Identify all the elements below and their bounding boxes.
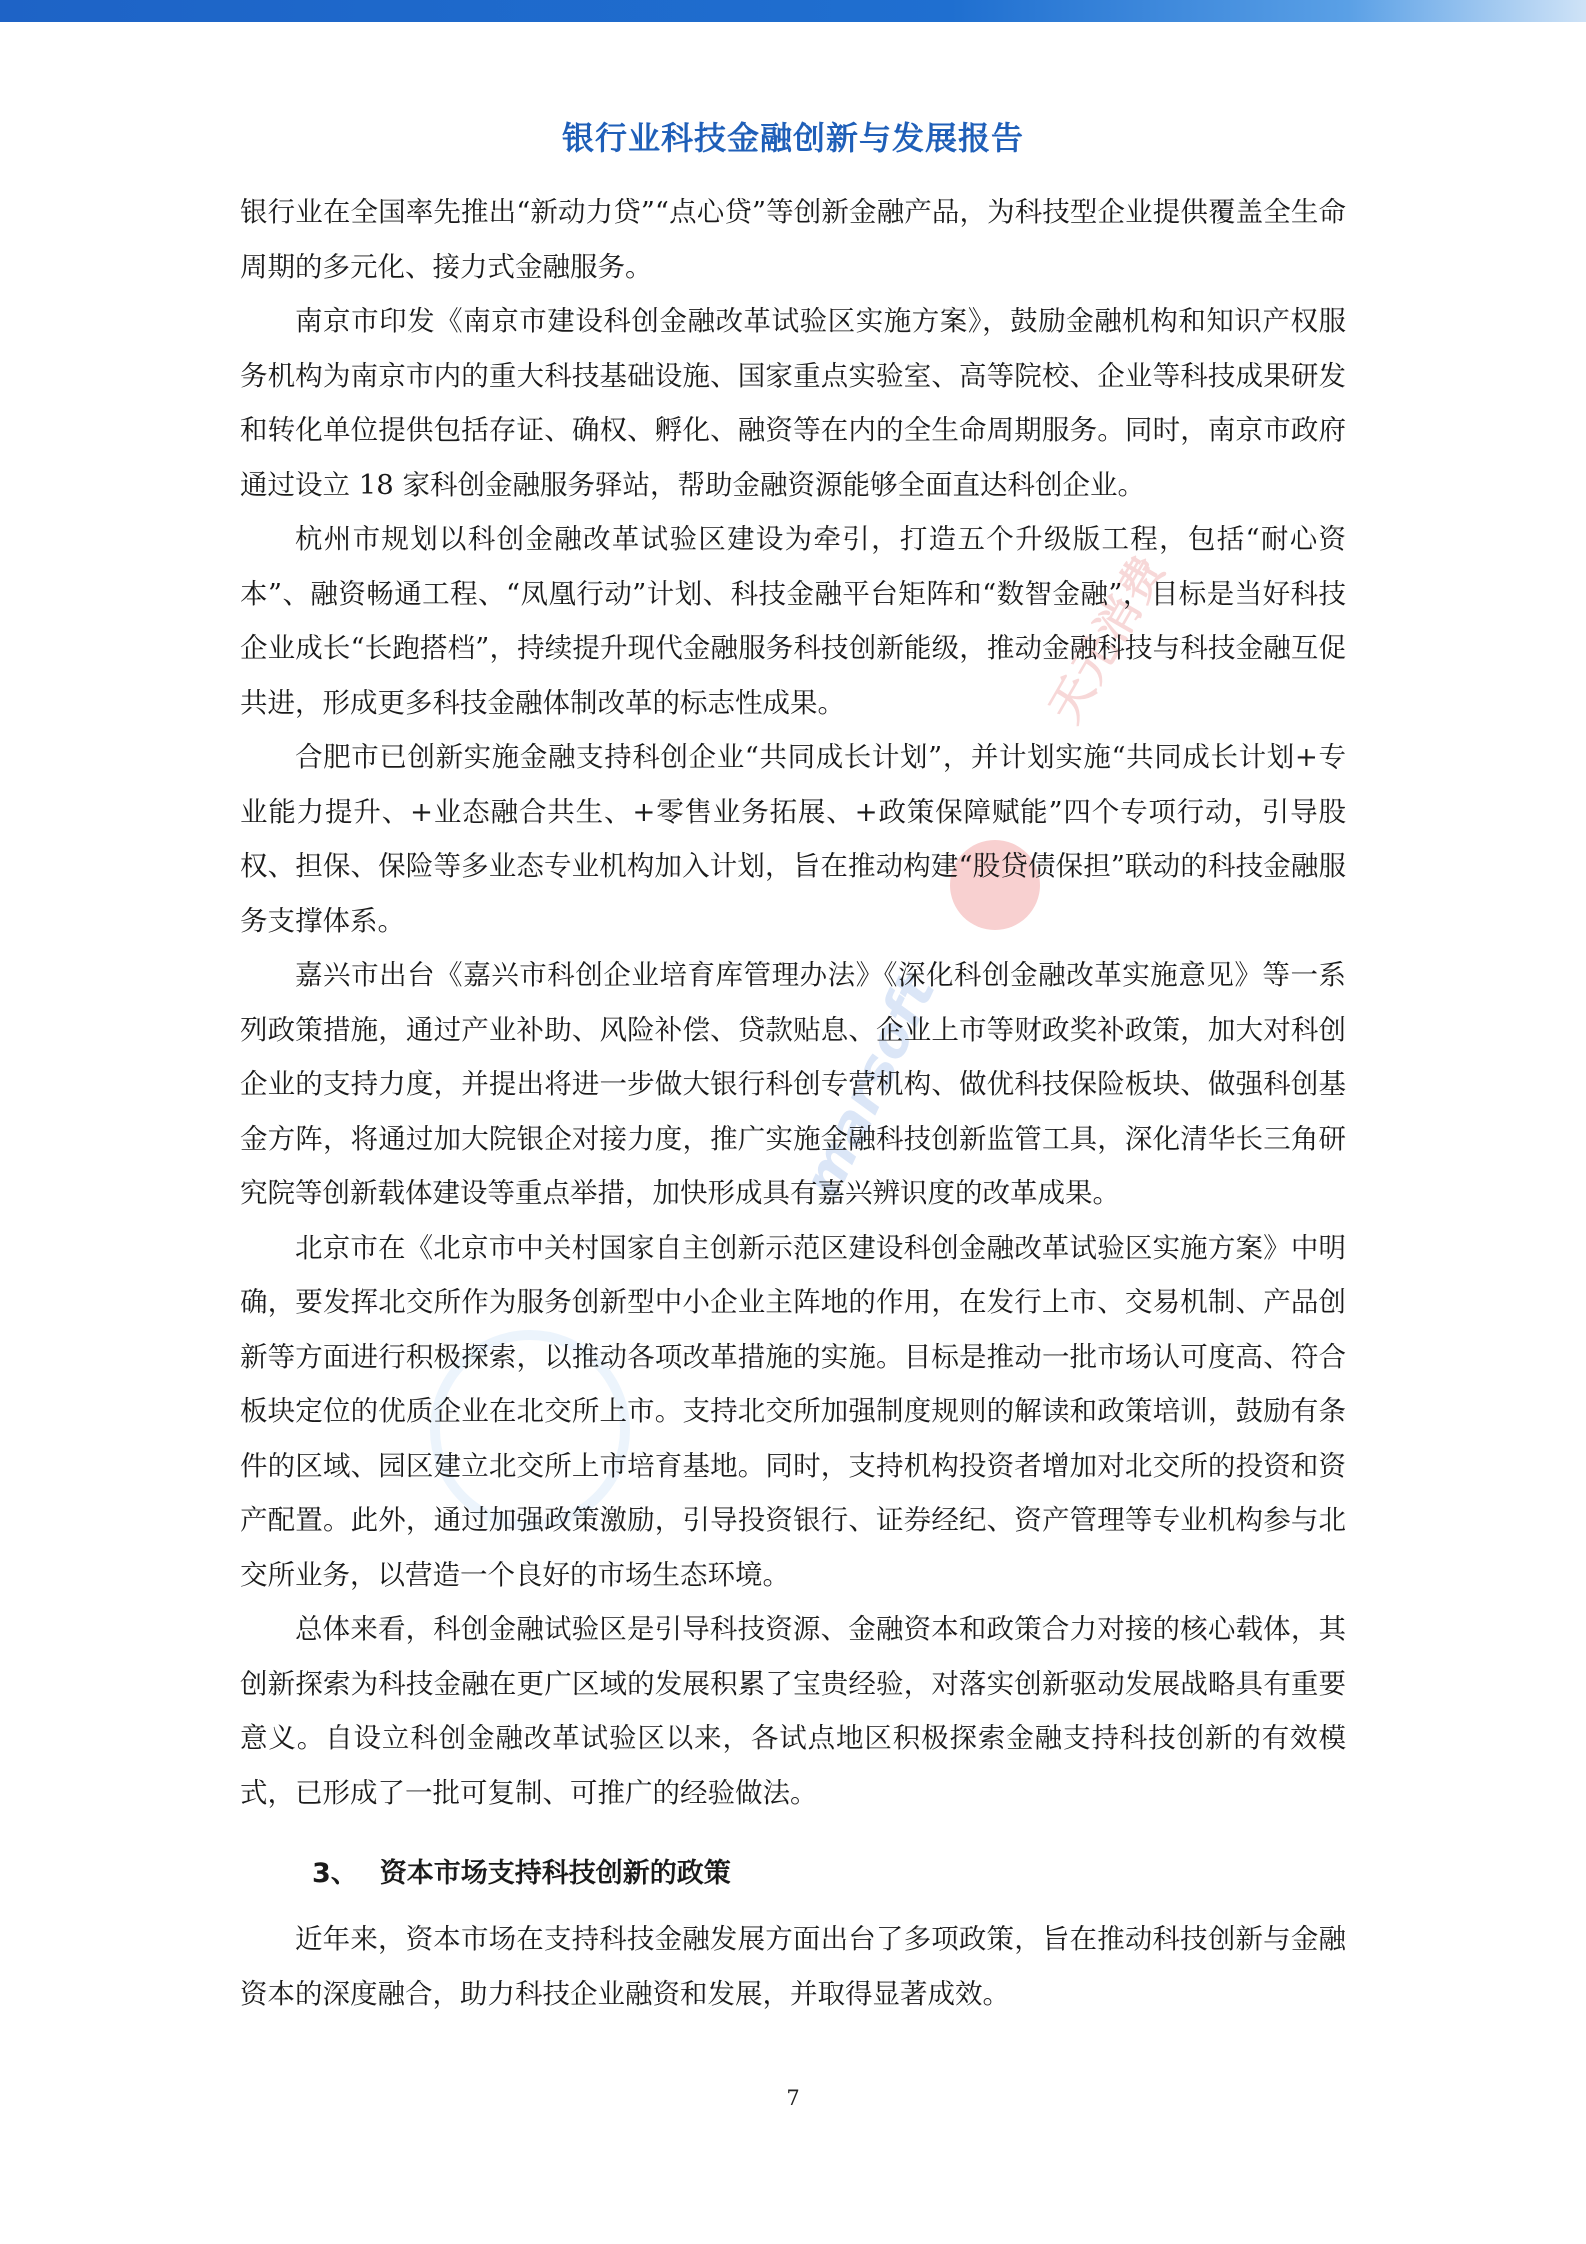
header-band xyxy=(0,0,1586,22)
watermark-stamp-text: 天元消费 xyxy=(1039,546,1176,731)
paragraph-beijing: 北京市在《北京市中关村国家自主创新示范区建设科创金融改革试验区实施方案》中明确，要发挥北交所作为服务创新型中小企业主阵地的作用，在发行上市、交易机制、产品创新等方面进行积极探索，以推动各项改革措施的实施。目标是推动一批市场认可度高、符合板块定位的优质企业在北交所上市。支持北交所加强制度规则的解读和政策培训，鼓励有条件的区域、园区建立北交所上市培育基地。同时，支持机构投资者增加对北交所的投资和资产配置。此外，通过加强政策激励，引导投资银行、证券经纪、资产管理等专业机构参与北交所业务，以营造一个良好的市场生态环境。 xyxy=(240,1231,1346,1591)
watermark-brand-text: marsoft xyxy=(790,964,948,1207)
section-number: 3、 xyxy=(312,1858,358,1889)
paragraph-hangzhou: 杭州市规划以科创金融改革试验区建设为牵引，打造五个升级版工程，包括“耐心资本”、融资畅通工程、“凤凰行动”计划、科技金融平台矩阵和“数智金融”，目标是当好科技企业成长“长跑搭档”，持续提升现代金融服务科技创新能级，推动金融科技与科技金融互促共进，形成更多科技金融体制改革的标志性成果。 xyxy=(240,523,1346,719)
paragraph-capital-market: 近年来，资本市场在支持科技金融发展方面出台了多项政策，旨在推动科技创新与金融资本的深度融合，助力科技企业融资和发展，并取得显著成效。 xyxy=(240,1923,1346,2010)
section-title: 资本市场支持科技创新的政策 xyxy=(379,1858,731,1889)
paragraph-hefei: 合肥市已创新实施金融支持科创企业“共同成长计划”，并计划实施“共同成长计划+专业能力提升、+业态融合共生、+零售业务拓展、+政策保障赋能”四个专项行动，引导股权、担保、保险等多业态专业机构加入计划，旨在推动构建“股贷债保担”联动的科技金融服务支撑体系。 xyxy=(240,741,1346,937)
paragraph-summary: 总体来看，科创金融试验区是引导科技资源、金融资本和政策合力对接的核心载体，其创新探索为科技金融在更广区域的发展积累了宝贵经验，对落实创新驱动发展战略具有重要意义。自设立科创金融改革试验区以来，各试点地区积极探索金融支持科技创新的有效模式，已形成了一批可复制、可推广的经验做法。 xyxy=(240,1613,1346,1809)
paragraph-nanjing: 南京市印发《南京市建设科创金融改革试验区实施方案》，鼓励金融机构和知识产权服务机构为南京市内的重大科技基础设施、国家重点实验室、高等院校、企业等科技成果研发和转化单位提供包括存证、确权、孵化、融资等在内的全生命周期服务。同时，南京市政府通过设立 18 家科创金融服务驿站，帮助金融资源能够全面直达科创企业。 xyxy=(240,305,1346,501)
paragraph-intro: 银行业在全国率先推出“新动力贷”“点心贷”等创新金融产品，为科技型企业提供覆盖全生命周期的多元化、接力式金融服务。 xyxy=(240,196,1346,283)
paragraph-jiaxing: 嘉兴市出台《嘉兴市科创企业培育库管理办法》《深化科创金融改革实施意见》等一系列政策措施，通过产业补助、风险补偿、贷款贴息、企业上市等财政奖补政策，加大对科创企业的支持力度，并提出将进一步做大银行科创专营机构、做优科技保险板块、做强科创基金方阵，将通过加大院银企对接力度，推广实施金融科技创新监管工具，深化清华长三角研究院等创新载体建设等重点举措，加快形成具有嘉兴辨识度的改革成果。 xyxy=(240,959,1346,1209)
document-body xyxy=(240,185,1346,2021)
section-heading xyxy=(240,1854,1346,1894)
page-title: 银行业科技金融创新与发展报告 xyxy=(561,119,1024,157)
page-number: 7 xyxy=(786,2086,800,2110)
